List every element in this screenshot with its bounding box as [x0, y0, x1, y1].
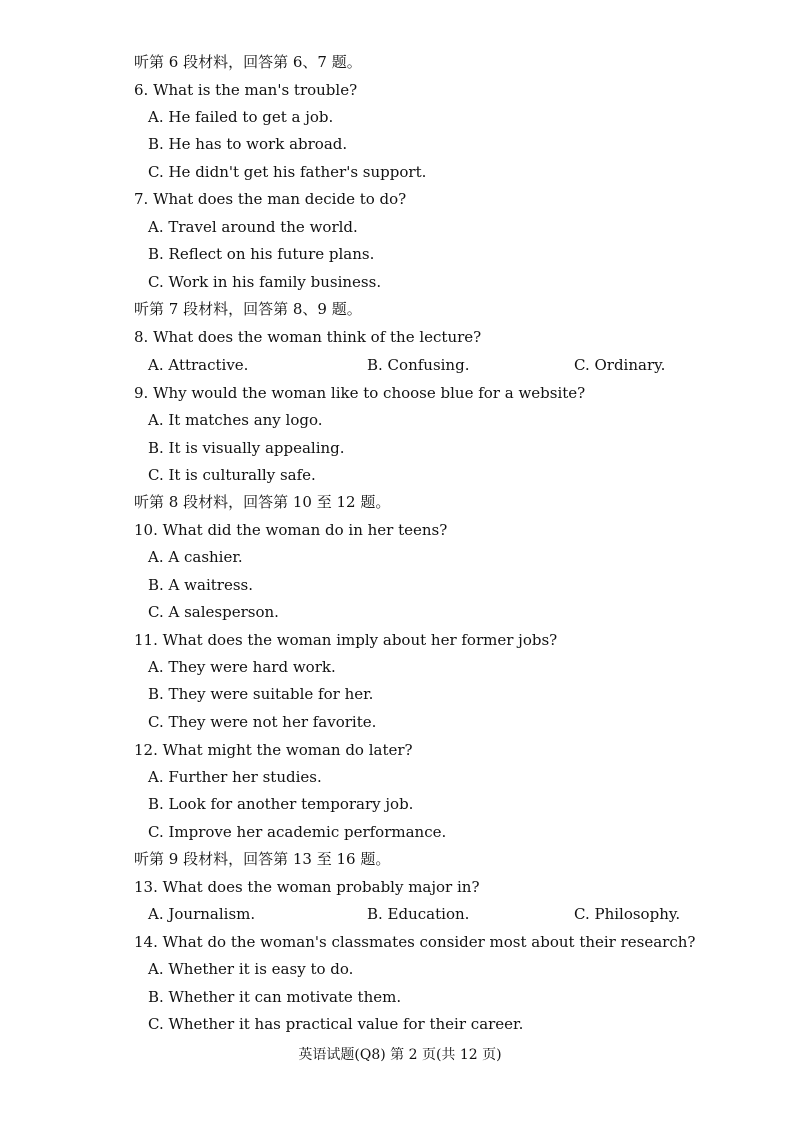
option-6b: B. He has to work abroad.	[148, 135, 348, 153]
question-8: 8. What does the woman think of the lecture?	[134, 328, 482, 346]
question-9: 9. Why would the woman like to choose blue for a website?	[134, 384, 586, 402]
option-14b: B. Whether it can motivate them.	[148, 988, 402, 1006]
question-6: 6. What is the man's trouble?	[134, 81, 358, 99]
option-8a: A. Attractive.	[148, 356, 249, 374]
option-7b: B. Reflect on his future plans.	[148, 245, 375, 263]
option-9a: A. It matches any logo.	[148, 411, 323, 429]
option-13b: B. Education.	[367, 905, 470, 923]
section-header-6: 听第 6 段材料，回答第 6、7 题。	[134, 53, 362, 71]
option-10c: C. A salesperson.	[148, 603, 279, 621]
option-10a: A. A cashier.	[148, 548, 243, 566]
option-12a: A. Further her studies.	[148, 768, 322, 786]
question-10: 10. What did the woman do in her teens?	[134, 521, 448, 539]
option-8b: B. Confusing.	[367, 356, 470, 374]
option-13a: A. Journalism.	[148, 905, 256, 923]
section-header-7: 听第 7 段材料，回答第 8、9 题。	[134, 300, 362, 318]
option-12c: C. Improve her academic performance.	[148, 823, 447, 841]
question-7: 7. What does the man decide to do?	[134, 190, 407, 208]
option-9b: B. It is visually appealing.	[148, 439, 345, 457]
option-7a: A. Travel around the world.	[148, 218, 358, 236]
page-footer: 英语试题(Q8) 第 2 页(共 12 页)	[298, 1047, 502, 1063]
option-13c: C. Philosophy.	[574, 905, 681, 923]
option-14c: C. Whether it has practical value for their career.	[148, 1015, 524, 1033]
section-header-9: 听第 9 段材料，回答第 13 至 16 题。	[134, 850, 391, 868]
option-11c: C. They were not her favorite.	[148, 713, 377, 731]
option-6a: A. He failed to get a job.	[148, 108, 334, 126]
option-9c: C. It is culturally safe.	[148, 466, 316, 484]
question-11: 11. What does the woman imply about her former jobs?	[134, 631, 558, 649]
question-12: 12. What might the woman do later?	[134, 741, 413, 759]
option-7c: C. Work in his family business.	[148, 273, 382, 291]
question-14: 14. What do the woman's classmates consider most about their research?	[134, 933, 696, 951]
option-12b: B. Look for another temporary job.	[148, 795, 414, 813]
question-13: 13. What does the woman probably major in?	[134, 878, 480, 896]
option-14a: A. Whether it is easy to do.	[148, 960, 354, 978]
option-11b: B. They were suitable for her.	[148, 685, 374, 703]
section-header-8: 听第 8 段材料，回答第 10 至 12 题。	[134, 493, 391, 511]
option-8c: C. Ordinary.	[574, 356, 666, 374]
option-10b: B. A waitress.	[148, 576, 253, 594]
option-6c: C. He didn't get his father's support.	[148, 163, 427, 181]
option-11a: A. They were hard work.	[148, 658, 336, 676]
